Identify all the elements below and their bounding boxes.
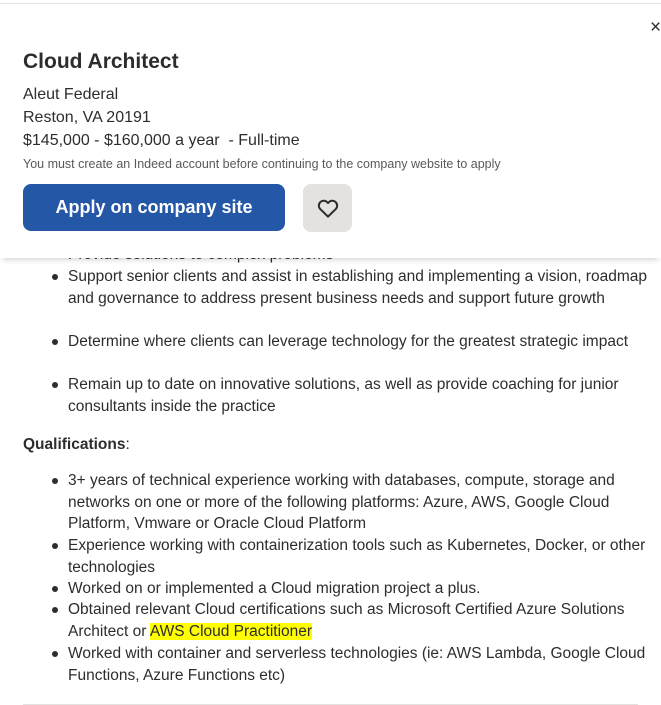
bullet-icon — [52, 274, 58, 280]
bullet-icon — [52, 607, 58, 613]
list-item: 3+ years of technical experience working with databases, compute, storage and networks on one or more of the following platforms: Azure, AWS, Google Cloud Platform, Vmware or Oracle Cloud Platform — [68, 470, 648, 535]
salary-job-type: $145,000 - $160,000 a year - Full-time — [23, 132, 300, 149]
close-icon[interactable]: × — [650, 17, 661, 38]
list-item: Remain up to date on innovative solutions, as well as provide coaching for junior consultants inside the practice — [68, 374, 648, 417]
highlighted-text: AWS Cloud Practitioner — [149, 622, 313, 640]
job-header — [0, 4, 661, 258]
bullet-icon — [52, 478, 58, 484]
list-item: Worked on or implemented a Cloud migration project a plus. — [68, 578, 648, 600]
list-item: Support senior clients and assist in establishing and implementing a vision, roadmap and governance to address present business needs and support future growth — [68, 266, 648, 309]
list-item: Determine where clients can leverage technology for the greatest strategic impact — [68, 331, 648, 353]
account-notice: You must create an Indeed account before continuing to the company website to apply — [23, 157, 501, 171]
list-item: Experience working with containerization tools such as Kubernetes, Docker, or other technologies — [68, 535, 648, 578]
list-item: Obtained relevant Cloud certifications such as Microsoft Certified Azure Solutions Architect or AWS Cloud Practitioner — [68, 599, 648, 642]
heart-outline-icon — [317, 198, 339, 218]
list-item: Worked with container and serverless technologies (ie: AWS Lambda, Google Cloud Functions, Azure Functions etc) — [68, 643, 648, 686]
bullet-icon — [52, 651, 58, 657]
save-job-button[interactable] — [303, 184, 352, 232]
company-name: Aleut Federal — [23, 86, 119, 103]
bullet-icon — [52, 586, 58, 592]
job-location: Reston, VA 20191 — [23, 109, 151, 126]
qualifications-heading: Qualifications: — [23, 436, 130, 453]
job-title: Cloud Architect — [23, 50, 179, 73]
apply-on-company-site-button[interactable]: Apply on company site — [23, 184, 285, 231]
bullet-icon — [52, 382, 58, 388]
bullet-icon — [52, 543, 58, 549]
bullet-icon — [52, 339, 58, 345]
